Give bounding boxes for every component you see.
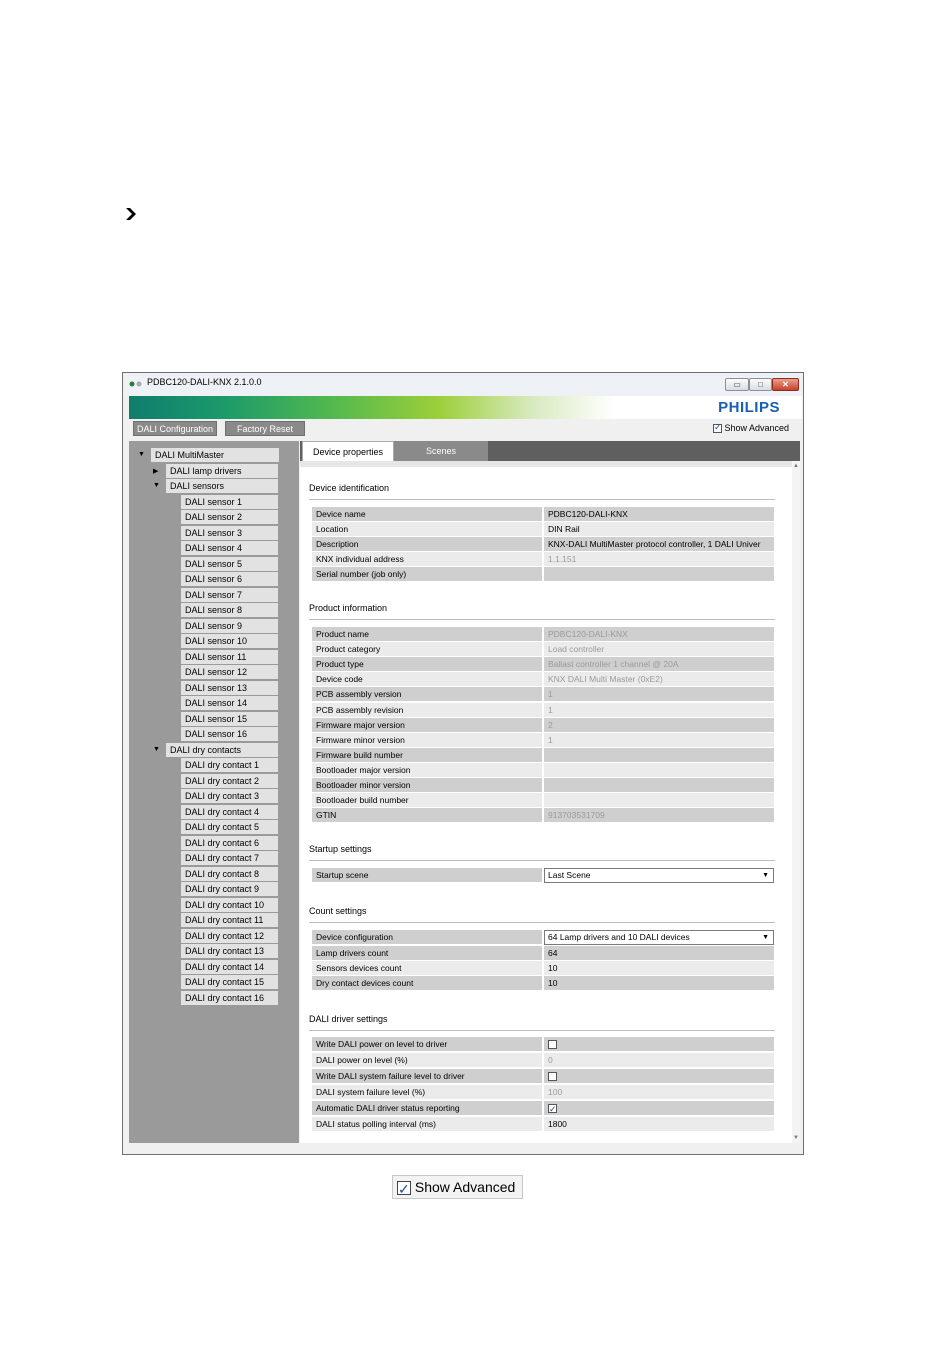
property-label: Lamp drivers count — [312, 946, 542, 960]
property-row — [312, 976, 774, 990]
device-configuration-value: 64 Lamp drivers and 10 DALI devices — [548, 932, 690, 942]
tree-item-sensor[interactable]: DALI sensor 12 — [181, 665, 278, 679]
property-value[interactable]: 10 — [544, 976, 774, 990]
expand-arrow-icon[interactable]: ▼ — [138, 451, 145, 458]
property-row — [312, 627, 774, 641]
vertical-scrollbar[interactable] — [792, 461, 800, 1143]
tree-item-sensor[interactable]: DALI sensor 2 — [181, 510, 278, 524]
property-row — [312, 522, 774, 536]
collapse-arrow-icon[interactable]: ▶ — [153, 467, 159, 475]
power-on-level-label: DALI power on level (%) — [312, 1053, 542, 1067]
tree-item-lamp-drivers[interactable]: DALI lamp drivers — [166, 464, 278, 478]
property-label: Sensors devices count — [312, 961, 542, 975]
property-label: PCB assembly version — [312, 687, 542, 701]
property-value[interactable]: Load controller — [544, 642, 774, 656]
property-value[interactable]: 10 — [544, 961, 774, 975]
tree-item-dry-contact[interactable]: DALI dry contact 15 — [181, 975, 278, 989]
write-failure-row — [312, 1069, 774, 1083]
property-value[interactable]: KNX-DALI MultiMaster protocol controller, 1 DALI Univer — [544, 537, 774, 551]
close-button[interactable]: ✕ — [772, 378, 799, 391]
properties-panel — [300, 441, 800, 1143]
property-row — [312, 657, 774, 671]
property-label: Product type — [312, 657, 542, 671]
minimize-button[interactable]: ▭ — [725, 378, 749, 391]
write-failure-label: Write DALI system failure level to driver — [312, 1069, 542, 1083]
property-label: Device name — [312, 507, 542, 521]
property-value[interactable]: PDBC120-DALI-KNX — [544, 507, 774, 521]
tree-item-sensor[interactable]: DALI sensor 10 — [181, 634, 278, 648]
property-value[interactable]: KNX DALI Multi Master (0xE2) — [544, 672, 774, 686]
property-value[interactable]: 1.1.151 — [544, 552, 774, 566]
property-value[interactable]: 1 — [544, 703, 774, 717]
tree-item-sensor[interactable]: DALI sensor 11 — [181, 650, 278, 664]
write-failure-checkbox[interactable] — [548, 1072, 557, 1081]
property-label: Bootloader build number — [312, 793, 542, 807]
property-value[interactable]: 913703531709 — [544, 808, 774, 822]
property-row — [312, 718, 774, 732]
property-label: Product category — [312, 642, 542, 656]
power-on-level-value[interactable]: 0 — [544, 1053, 774, 1067]
device-configuration-dropdown[interactable] — [544, 930, 774, 945]
failure-level-value[interactable]: 100 — [544, 1085, 774, 1099]
property-row — [312, 552, 774, 566]
tree-item-sensors[interactable]: DALI sensors — [166, 479, 278, 493]
property-value[interactable]: 64 — [544, 946, 774, 960]
tree-item-dry-contact[interactable]: DALI dry contact 8 — [181, 867, 278, 881]
tree-item-dry-contact[interactable]: DALI dry contact 13 — [181, 944, 278, 958]
property-row — [312, 778, 774, 792]
tree-item-dry-contact[interactable]: DALI dry contact 4 — [181, 805, 278, 819]
device-configuration-row — [312, 930, 774, 944]
property-label: Serial number (job only) — [312, 567, 542, 581]
show-advanced-zoom-checkbox[interactable] — [397, 1181, 411, 1195]
tab-scenes[interactable]: Scenes — [394, 441, 488, 461]
property-value[interactable]: DIN Rail — [544, 522, 774, 536]
tree-item-sensor[interactable]: DALI sensor 13 — [181, 681, 278, 695]
property-label: KNX individual address — [312, 552, 542, 566]
property-value[interactable] — [544, 567, 774, 581]
tree-item-sensor[interactable]: DALI sensor 15 — [181, 712, 278, 726]
show-advanced-zoom-label: Show Advanced — [414, 1179, 516, 1195]
property-value[interactable] — [544, 763, 774, 777]
auto-status-cell — [544, 1101, 774, 1115]
show-advanced-checkbox[interactable] — [713, 424, 722, 433]
tree-item-dali-multimaster[interactable]: DALI MultiMaster — [151, 448, 279, 462]
property-value[interactable]: 1 — [544, 733, 774, 747]
tree-item-sensor[interactable]: DALI sensor 6 — [181, 572, 278, 586]
write-power-on-cell — [544, 1037, 774, 1051]
device-tree — [129, 441, 299, 1143]
tree-item-sensor[interactable]: DALI sensor 3 — [181, 526, 278, 540]
property-row — [312, 961, 774, 975]
tree-item-sensor[interactable]: DALI sensor 1 — [181, 495, 278, 509]
write-failure-cell — [544, 1069, 774, 1083]
property-label: PCB assembly revision — [312, 703, 542, 717]
brand-banner — [129, 396, 802, 419]
scroll-up-icon[interactable]: ▲ — [793, 463, 799, 469]
property-row — [312, 703, 774, 717]
property-row — [312, 763, 774, 777]
section-divider — [309, 860, 775, 861]
property-row — [312, 687, 774, 701]
window-title: PDBC120-DALI-KNX 2.1.0.0 — [147, 377, 262, 387]
section-title-startup: Startup settings — [309, 844, 372, 854]
property-row — [312, 748, 774, 762]
tab-device-properties[interactable]: Device properties — [302, 441, 394, 461]
failure-level-label: DALI system failure level (%) — [312, 1085, 542, 1099]
property-label: Firmware build number — [312, 748, 542, 762]
property-label: Bootloader minor version — [312, 778, 542, 792]
tree-item-sensor[interactable]: DALI sensor 5 — [181, 557, 278, 571]
startup-scene-value: Last Scene — [548, 870, 591, 880]
property-row — [312, 642, 774, 656]
property-label: Firmware major version — [312, 718, 542, 732]
section-title-count: Count settings — [309, 906, 367, 916]
write-power-on-checkbox[interactable] — [548, 1040, 557, 1049]
expand-arrow-icon[interactable]: ▼ — [153, 745, 160, 753]
show-advanced-zoom[interactable] — [392, 1175, 523, 1199]
property-value[interactable]: Ballast controller 1 channel @ 20A — [544, 657, 774, 671]
auto-status-checkbox[interactable] — [548, 1104, 557, 1113]
tree-item-dry-contact[interactable]: DALI dry contact 9 — [181, 882, 278, 896]
write-power-on-row — [312, 1037, 774, 1051]
auto-status-label: Automatic DALI driver status reporting — [312, 1101, 542, 1115]
property-value[interactable]: 1 — [544, 687, 774, 701]
tree-item-dry-contact[interactable]: DALI dry contact 7 — [181, 851, 278, 865]
tree-item-sensor[interactable]: DALI sensor 8 — [181, 603, 278, 617]
property-row — [312, 672, 774, 686]
chevron-right-icon — [124, 207, 138, 221]
section-divider — [309, 1030, 775, 1031]
tab-bar — [300, 441, 800, 461]
title-bar — [123, 373, 803, 395]
properties-content — [300, 467, 792, 1143]
tree-item-dry-contact[interactable]: DALI dry contact 14 — [181, 960, 278, 974]
tree-item-dry-contact[interactable]: DALI dry contact 2 — [181, 774, 278, 788]
tree-item-dry-contacts[interactable]: DALI dry contacts — [166, 743, 278, 757]
property-row — [312, 946, 774, 960]
property-value[interactable]: 2 — [544, 718, 774, 732]
startup-scene-label: Startup scene — [312, 868, 542, 882]
property-label: Description — [312, 537, 542, 551]
property-row — [312, 567, 774, 581]
polling-interval-value[interactable]: 1800 — [544, 1117, 774, 1131]
tree-item-dry-contact[interactable]: DALI dry contact 12 — [181, 929, 278, 943]
property-value[interactable] — [544, 748, 774, 762]
scroll-down-icon[interactable]: ▼ — [793, 1135, 799, 1141]
app-icon — [129, 380, 143, 388]
show-advanced-toggle[interactable] — [713, 423, 789, 433]
property-label: Firmware minor version — [312, 733, 542, 747]
tree-item-dry-contact[interactable]: DALI dry contact 6 — [181, 836, 278, 850]
section-title-identification: Device identification — [309, 483, 390, 493]
tree-item-dry-contact[interactable]: DALI dry contact 1 — [181, 758, 278, 772]
failure-level-row — [312, 1085, 774, 1099]
write-power-on-label: Write DALI power on level to driver — [312, 1037, 542, 1051]
tree-item-dry-contact[interactable]: DALI dry contact 16 — [181, 991, 278, 1005]
chevron-down-icon: ▼ — [762, 872, 769, 879]
section-divider — [309, 922, 775, 923]
tree-item-dry-contact[interactable]: DALI dry contact 3 — [181, 789, 278, 803]
section-title-driver: DALI driver settings — [309, 1014, 388, 1024]
property-label: Dry contact devices count — [312, 976, 542, 990]
chevron-down-icon: ▼ — [762, 934, 769, 941]
property-label: Bootloader major version — [312, 763, 542, 777]
maximize-button[interactable]: □ — [749, 378, 772, 391]
polling-interval-label: DALI status polling interval (ms) — [312, 1117, 542, 1131]
tree-item-dry-contact[interactable]: DALI dry contact 10 — [181, 898, 278, 912]
section-divider — [309, 619, 775, 620]
power-on-level-row — [312, 1053, 774, 1067]
auto-status-row — [312, 1101, 774, 1115]
property-value[interactable] — [544, 778, 774, 792]
device-configuration-label: Device configuration — [312, 930, 542, 944]
show-advanced-label: Show Advanced — [724, 423, 789, 433]
property-value[interactable]: PDBC120-DALI-KNX — [544, 627, 774, 641]
startup-scene-row — [312, 868, 774, 882]
property-row — [312, 537, 774, 551]
tree-item-sensor[interactable]: DALI sensor 14 — [181, 696, 278, 710]
dali-configuration-button[interactable]: DALI Configuration — [133, 421, 217, 436]
property-row — [312, 733, 774, 747]
tree-item-sensor[interactable]: DALI sensor 16 — [181, 727, 278, 741]
property-label: Device code — [312, 672, 542, 686]
property-row — [312, 793, 774, 807]
property-value[interactable] — [544, 793, 774, 807]
app-window — [122, 372, 804, 1155]
philips-logo: PHILIPS — [718, 399, 780, 416]
tree-item-sensor[interactable]: DALI sensor 9 — [181, 619, 278, 633]
startup-scene-dropdown[interactable] — [544, 868, 774, 883]
property-row — [312, 808, 774, 822]
property-label: Product name — [312, 627, 542, 641]
tree-item-sensor[interactable]: DALI sensor 7 — [181, 588, 278, 602]
property-label: GTIN — [312, 808, 542, 822]
expand-arrow-icon[interactable]: ▼ — [153, 482, 160, 489]
section-title-product: Product information — [309, 603, 388, 613]
tree-item-dry-contact[interactable]: DALI dry contact 11 — [181, 913, 278, 927]
tree-item-sensor[interactable]: DALI sensor 4 — [181, 541, 278, 555]
polling-interval-row — [312, 1117, 774, 1131]
section-divider — [309, 499, 775, 500]
property-row — [312, 507, 774, 521]
factory-reset-button[interactable]: Factory Reset — [225, 421, 305, 436]
toolbar — [123, 419, 803, 439]
property-label: Location — [312, 522, 542, 536]
tree-item-dry-contact[interactable]: DALI dry contact 5 — [181, 820, 278, 834]
